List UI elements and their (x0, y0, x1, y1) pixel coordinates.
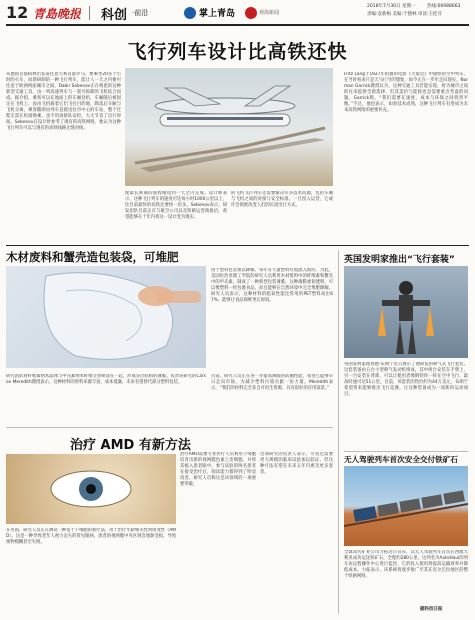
flying-train-image (125, 68, 333, 186)
eye-illustration (6, 454, 176, 524)
app-badge-icon (245, 7, 257, 19)
train-headline: 无人驾驶列车首次安全交付铁矿石 (344, 455, 458, 464)
wood-body-right: 由于塑料包装难以降解，每年有大量塑料垃圾流入海洋。为此，美国佐治亚理工学院的研究人员利用木材废料中的纤维素和蟹壳中的甲壳素，制成了一种新型包装薄膜，这种薄膜柔韧透明，可以像塑料一样包裹食品，而且能够在自然环境中完全堆肥降解。研究人员表示，这种材料的阻氧性能比常用的PET塑料高出67%，能够让食品保鲜更长时间。 (211, 268, 333, 303)
packaging-film-illustration (6, 266, 206, 368)
packaging-film-image (6, 266, 206, 368)
amd-body-col3: 这项研究的负责人表示，尽管还需要更大规模的临床试验加以验证，但这种疗法有望在未来五年内惠及更多患者。 (260, 452, 333, 475)
main-body-col4: Fritz Lang于1927年拍摄的电影《大都会》中描绘的空中列车，在当时看来只是天马行空的想象，如今正在一步步走向现实。Norman Garrick教授认为，这种交通工具若能实现，将为城市之间的往来提供全新选择，但其造价与能耗也是需要重点考虑的问题。Garrick称，“我们需要在速度、成本与环保之间找到平衡。”不过，他也表示，如果技术成熟，这种飞行列车有望成为未来高铁网络的重要补充。 (344, 72, 468, 113)
section-title: 科创 (101, 8, 128, 23)
flying-suit-image (344, 266, 468, 358)
hotline: 热线:66988663 (427, 4, 461, 9)
driverless-train-illustration (344, 466, 468, 546)
train-body: 全球知名矿业公司力拓近日宣布，其无人驾驶列车首次在西澳大利亚成功运送铁矿石，全程约280公里。这列名为AutoHaul的列车由远程操作中心进行监控，它的投入使用将提高运输效率并降低成本。力拓表示，该系统将逐步推广至其在皮尔巴拉地区的整个铁路网络。 (344, 550, 468, 579)
page-number: 12 (6, 3, 29, 22)
uk-headline: 英国发明家推出“飞行套装” (344, 255, 455, 265)
section-divider (89, 6, 90, 20)
main-body-col1: 从德国首都柏林出发前往意大利首都罗马，要乘坐20多个小时的火车，而新研制的一种飞行列车，能让人一天之内便可往返于欧洲两座城市之间。Dabir Sebenov正在构思的这种新型交通工具，由一列高速列车与一架可拆卸的飞机结合而成。据介绍，乘客可以在地面上的车厢登机，车厢随后被固定在飞机上，再由飞机载着它们飞往目的地，降落后车厢与飞机分离，乘客随即由列车直接送往市中心的车站，整个过程无需在机场换乘，也不用再排队安检，大大节省了出行时间。Sebenov在设计时参考了现有的高铁网络，他认为这种飞行列车可以与现有的高铁线路无缝对接。 (6, 72, 121, 131)
editors-line: 责编:袁新梅 美编:于德林 审读:王桂芬 (367, 12, 442, 17)
eye-treatment-image (6, 454, 176, 524)
app-badge: 观海新闻 (259, 10, 280, 16)
main-headline: 飞行列车设计比高铁还快 (127, 41, 348, 63)
wood-headline: 木材废料和蟹壳造包装袋，可堆肥 (6, 250, 179, 264)
app-logo-icon (184, 7, 196, 19)
header-rule (6, 24, 469, 26)
uk-body: 英国发明家理查德·布朗宁近日展示了他研发的喷气式飞行套装。这套装备由五台小型喷气发动机组成，其中两台安装在手臂上，另一台安装在背部，可以让使用者像钢铁侠一样在空中飞行，最高时速可达51公里。目前，该套装的售价约为44万美元，布朗宁希望将来能够推出飞行竞赛，让这种装备成为一项新的运动项目。 (344, 362, 468, 397)
wood-body-left: 研究团队将纤维素纳米晶体与甲壳素纳米纤维交替喷涂在一起，形成多层结构的薄膜。负责该研究的Carson Meredith教授表示，这种材料的原料来源丰富，成本低廉，未来有望替代部分塑料包装。 (6, 374, 206, 385)
main-body-col2: 使最长距离的旅程缩短到一天之内完成。设计师表示，这种飞行列车的速度可达每小时1000公里以上，比目前最快的高铁还要快一倍多。Sebenov表示，研发团队目前正在与航空公司以及铁路运营商接洽，希望能够在十年内将这一设计变为现实。 (125, 191, 227, 220)
subsection-title: ·前沿 (132, 9, 149, 17)
issue-date: 2018年7月30日 星期一 (367, 4, 416, 9)
main-bottom-rule (6, 245, 469, 246)
app-name: 掌上青岛 (199, 9, 236, 19)
main-body-col3: 的飞机飞行列车还需要解决许多技术问题，包括车厢与飞机之间的对接与安全标准。一旦投入运营，它或许会彻底改变人们的长途出行方式。 (231, 191, 333, 208)
uk-train-divider (344, 451, 468, 452)
driverless-train-image (344, 466, 468, 546)
wood-body-mid: 目前，研究人员正在进一步提高薄膜的防潮性能，希望它能够早日走向市场，为减少塑料污染贡献一份力量。Meredith表示，“我们的材料完全来自可再生资源，具有很好的应用前景。” (211, 374, 333, 391)
amd-body-col1: 在英国，研究人员正在测试一种基于干细胞的新疗法，用于治疗年龄相关性黄斑变性（AMD）。这是一种导致老年人视力丧失的常见眼病，患者的视网膜中央区域会逐渐受损，导致视物模糊甚至失明。 (6, 528, 176, 545)
flying-suit-illustration (344, 266, 468, 358)
newspaper-logo: 青島晚报 (33, 7, 82, 21)
column-divider (338, 250, 339, 614)
amd-body-col2: 治疗AMD需要专业医疗人员利用干细胞培育出新的视网膜色素上皮细胞，并将其植入患者眼中。参与试验的两名患者在接受治疗后，阅读能力都得到了明显改善，研究人员称这是该领域的一项重要突破。 (180, 452, 256, 487)
amd-headline: 治疗 AMD 有新方法 (70, 438, 191, 453)
wood-amd-divider (6, 427, 333, 428)
train-credit: 据科技日报 (420, 607, 443, 612)
flying-train-illustration (125, 68, 333, 186)
